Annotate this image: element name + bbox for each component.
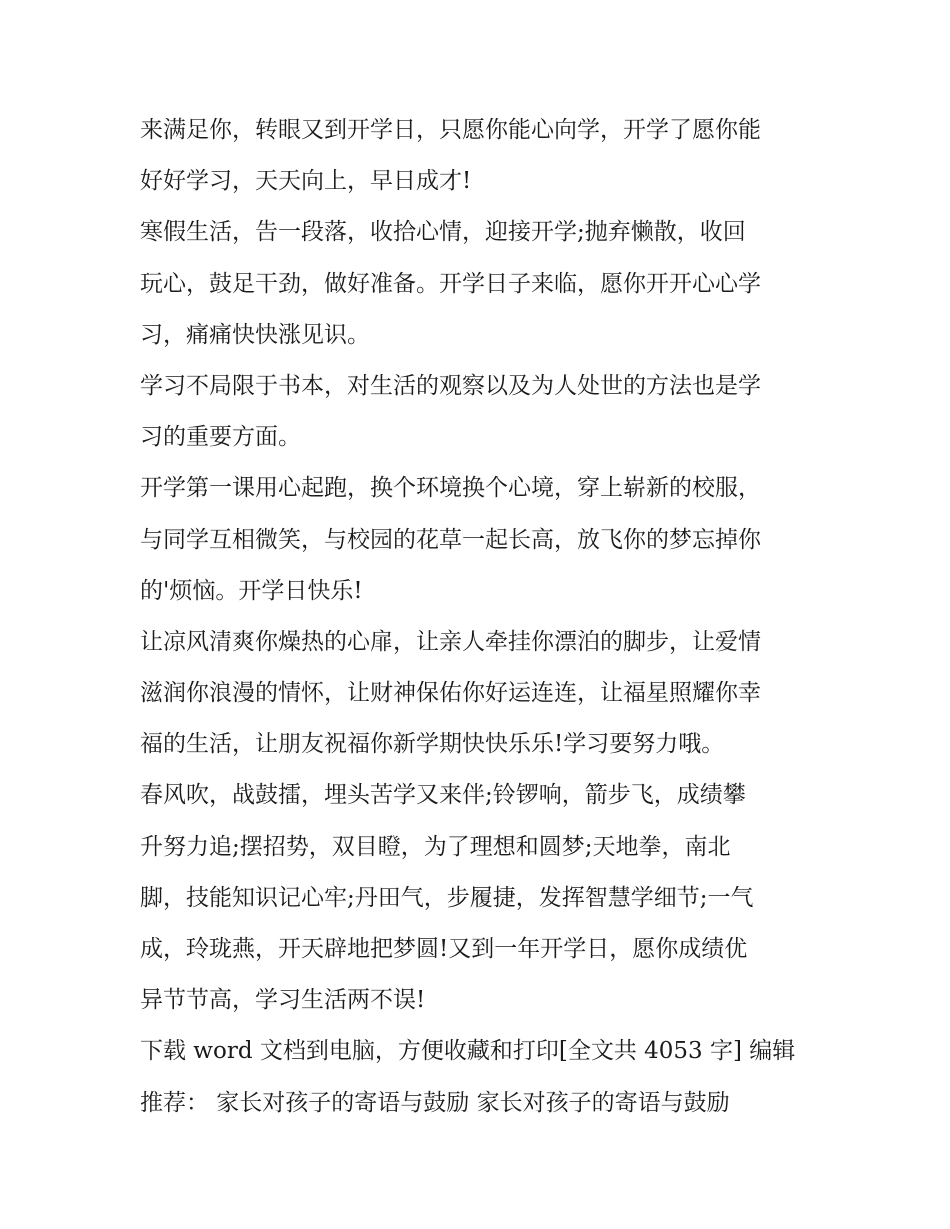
text-line: 让凉风清爽你燥热的心扉，让亲人牵挂你漂泊的脚步，让爱情: [140, 628, 761, 655]
text-line: 习，痛痛快快涨见识。: [140, 321, 370, 348]
text-line: 福的生活，让朋友祝福你新学期快快乐乐!学习要努力哦。: [140, 731, 725, 758]
text-line: 脚，技能知识记心牢;丹田气，步履捷，发挥智慧学细节;一气: [140, 884, 754, 911]
text-line: 滋润你浪漫的情怀，让财神保佑你好运连连，让福星照耀你幸: [140, 680, 761, 707]
text-line: 寒假生活，告一段落，收拾心情，迎接开学;抛弃懒散，收回: [140, 219, 746, 246]
text-line: 好好学习，天天向上，早日成才!: [140, 168, 472, 195]
text-line: 的'烦恼。开学日快乐!: [140, 577, 363, 604]
download-line: 下载 word 文档到电脑，方便收藏和打印[全文共 4053 字] 编辑: [140, 1038, 796, 1065]
text-line: 升努力追;摆招势，双目瞪，为了理想和圆梦;天地拳，南北: [140, 833, 731, 860]
text-line: 学习不局限于书本，对生活的观察以及为人处世的方法也是学: [140, 372, 761, 399]
text-line: 成，玲珑燕，开天辟地把梦圆!又到一年开学日，愿你成绩优: [140, 936, 748, 962]
text-line: 与同学互相微笑，与校园的花草一起长高，放飞你的梦忘掉你: [140, 526, 761, 553]
text-line: 开学第一课用心起跑，换个环境换个心境，穿上崭新的校服，: [140, 475, 761, 502]
text-line: 来满足你，转眼又到开学日，只愿你能心向学，开学了愿你能: [140, 117, 761, 143]
recommend-line: 推荐： 家长对孩子的寄语与鼓励 家长对孩子的寄语与鼓励: [140, 1089, 730, 1116]
text-line: 玩心，鼓足干劲，做好准备。开学日子来临，愿你开开心心学: [140, 270, 761, 297]
text-line: 异节节高，学习生活两不误!: [140, 987, 426, 1014]
text-line: 习的重要方面。: [140, 424, 301, 451]
document-body: [140, 105, 812, 1129]
text-line: 春风吹，战鼓擂，埋头苦学又来伴;铃锣响，箭步飞，成绩攀: [140, 782, 746, 809]
